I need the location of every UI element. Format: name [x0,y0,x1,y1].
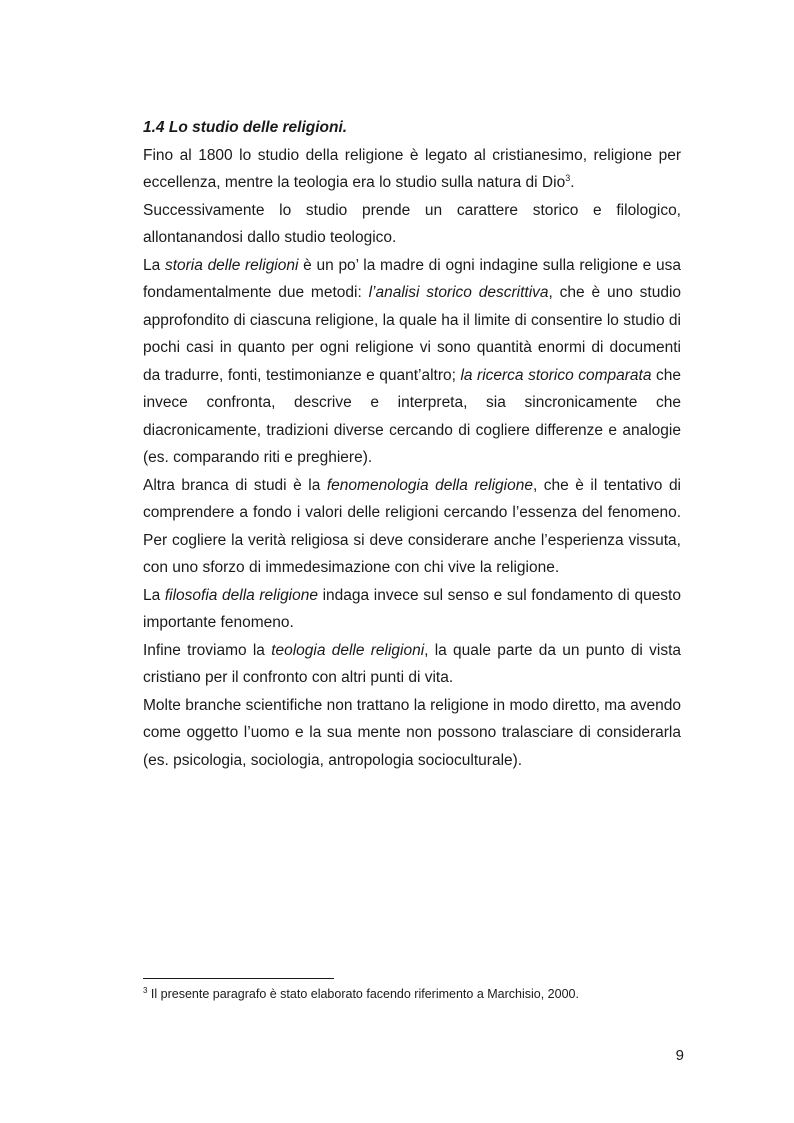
term-analisi-storico-descrittiva: l’analisi storico descrittiva [368,284,549,301]
paragraph-1-text: Fino al 1800 lo studio della religione è legato al cristianesimo, religione per eccellenza, mentre la teologia era lo studio sulla natura di Dio [143,146,681,191]
body-text [143,114,681,774]
paragraph-3-text-c: è un po’ la madre di ogni indagine sulla religione e usa fondamentalmente due metodi: [143,256,681,301]
term-filosofia-della-religione: filosofia della religione [164,586,318,604]
paragraph-7: Molte branche scientifiche non trattano la religione in modo diretto, ma avendo come oggetto l’uomo e la sua mente non possono tralasciare di considerarla (es. psicologia, sociologia, antropologia socioculturale). [143,696,681,769]
paragraph-3-text-g: che invece confronta, descrive e interpreta, sia sincronicamente che diacronicamente, tradizioni diverse cercando di cogliere differenze e analogie (es. comparando riti e preghiere). [143,366,681,466]
paragraph-3-text-e: , che è uno studio approfondito di ciascuna religione, la quale ha il limite di consentire lo studio di pochi casi in quanto per ogni religione vi sono quantità enormi di documenti da tradurre, fonti, testimonianze e quant’altro; [143,284,682,384]
paragraph-4-text-c: , che è il tentativo di comprendere a fondo i valori delle religioni cercando l’essenza del fenomeno. Per cogliere la verità religiosa si deve considerare anche l’esperienza vissuta, con uno sforzo di immedesimazione con chi vive la religione. [143,476,682,576]
paragraph-4 [143,472,681,582]
paragraph-5 [143,582,681,637]
section-heading: 1.4 Lo studio delle religioni. [143,119,348,136]
term-fenomenologia-della-religione: fenomenologia della religione [326,476,533,494]
footnote-text: Il presente paragrafo è stato elaborato facendo riferimento a Marchisio, 2000. [147,987,579,1001]
paragraph-1 [143,142,681,197]
paragraph-3-text-a: La [143,256,165,274]
footnote-number: 3 [143,985,148,995]
term-teologia-delle-religioni: teologia delle religioni [271,641,425,659]
paragraph-3 [143,252,681,472]
footnote-separator [143,978,334,979]
term-storia-delle-religioni: storia delle religioni [164,256,299,274]
footnote-reference[interactable]: 3 [565,172,571,183]
footnote [143,985,683,1003]
paragraph-5-text-a: La [143,586,165,604]
paragraph-6 [143,637,681,692]
paragraph-5-text-c: indaga invece sul senso e sul fondamento di questo importante fenomeno. [143,586,681,631]
paragraph-6-text-c: , la quale parte da un punto di vista cristiano per il confronto con altri punti di vita. [143,641,682,686]
paragraph-6-text-a: Infine troviamo la [143,641,272,659]
term-ricerca-storico-comparata: la ricerca storico comparata [460,366,652,384]
paragraph-1-end: . [570,174,575,191]
paragraph-2: Successivamente lo studio prende un carattere storico e filologico, allontanandosi dallo studio teologico. [143,201,681,246]
paragraph-4-text-a: Altra branca di studi è la [143,476,327,494]
page-number: 9 [675,1047,684,1064]
